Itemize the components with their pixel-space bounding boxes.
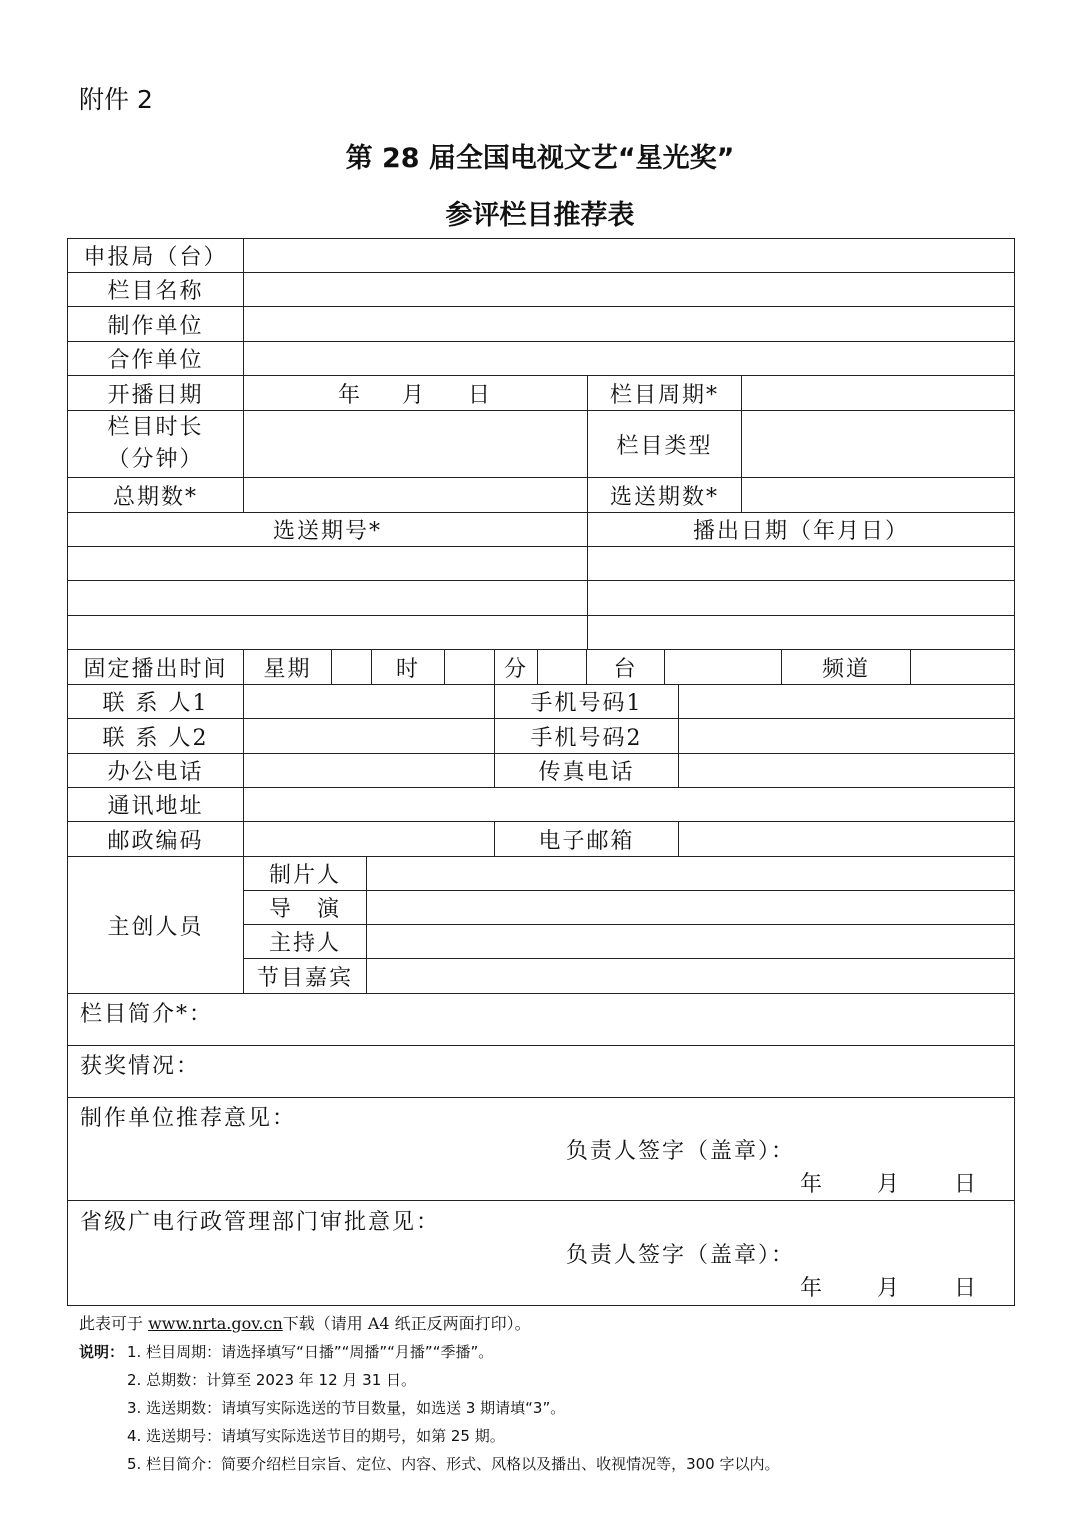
label-producer-unit: 制作单位 [107, 313, 204, 339]
label-intro: 栏目简介*： [80, 1001, 214, 1027]
label-minute: 分 [503, 656, 528, 682]
provincial-sign-day: 日 [954, 1275, 979, 1301]
label-provincial-opinion: 省级广电行政管理部门审批意见： [80, 1209, 441, 1235]
label-contact-2: 联 系 人2 [102, 725, 209, 751]
grid-line [537, 649, 538, 684]
grid-line [243, 238, 244, 512]
label-producer: 制片人 [268, 863, 341, 888]
label-guests: 节目嘉宾 [256, 965, 353, 991]
label-air-date: 播出日期（年月日） [692, 519, 909, 544]
grid-line [67, 580, 1015, 581]
download-note [79, 1311, 531, 1334]
label-unit-opinion: 制作单位推荐意见： [80, 1105, 297, 1131]
start-date-year: 年 [337, 382, 362, 408]
label-duration [68, 411, 243, 477]
label-program-type: 栏目类型 [616, 433, 713, 459]
grid-line [67, 1200, 1015, 1201]
label-submitted-count: 选送期数* [609, 484, 719, 510]
grid-line [444, 649, 445, 684]
label-host: 主持人 [268, 931, 341, 956]
label-weekday: 星期 [263, 656, 312, 682]
label-total-episodes: 总期数* [112, 484, 198, 510]
unit-sign-year: 年 [800, 1171, 825, 1197]
grid-line [366, 856, 367, 993]
unit-signature-label: 负责人签字（盖章）： [566, 1138, 796, 1164]
grid-line [67, 615, 1015, 616]
grid-line [678, 821, 679, 856]
form-subtitle: 参评栏目推荐表 [445, 200, 635, 231]
grid-line [67, 1045, 1015, 1046]
provincial-signature-label: 负责人签字（盖章）： [566, 1242, 796, 1268]
label-duration-line2: （分钟） [107, 447, 204, 472]
label-creators: 主创人员 [107, 914, 204, 940]
unit-sign-month: 月 [877, 1171, 902, 1197]
label-address: 通讯地址 [107, 794, 204, 819]
label-director: 导 演 [268, 897, 341, 922]
grid-line [67, 993, 1015, 994]
label-fax: 传真电话 [538, 760, 635, 785]
label-channel: 频道 [821, 656, 870, 682]
grid-line [67, 1305, 1015, 1306]
label-awards: 获奖情况： [80, 1053, 201, 1079]
label-mobile-2: 手机号码2 [530, 725, 643, 751]
grid-line [67, 546, 1015, 547]
label-start-date: 开播日期 [107, 382, 204, 408]
note-4: 4. 选送期号：请填写实际选送节目的期号，如第 25 期。 [127, 1427, 505, 1445]
label-partner-unit: 合作单位 [107, 348, 204, 373]
label-hour: 时 [395, 656, 420, 682]
form-title: 第 28 届全国电视文艺“星光奖” [345, 143, 735, 174]
download-prefix: 此表可于 [79, 1314, 144, 1333]
notes-label: 说明： [79, 1343, 125, 1361]
label-episode-numbers: 选送期号* [272, 519, 382, 544]
label-program-name: 栏目名称 [107, 279, 204, 304]
note-3: 3. 选送期数：请填写实际选送的节目数量，如选送 3 期请填“3”。 [127, 1399, 566, 1417]
grid-line [331, 649, 332, 684]
grid-line [1014, 238, 1015, 1305]
grid-line [678, 684, 679, 787]
note-1: 1. 栏目周期：请选择填写“日播”“周播”“月播”“季播”。 [127, 1343, 494, 1361]
download-link[interactable]: www.nrta.gov.cn [148, 1314, 283, 1333]
label-contact-1: 联 系 人1 [102, 691, 209, 716]
provincial-sign-month: 月 [877, 1275, 902, 1301]
label-email: 电子邮箱 [538, 828, 635, 854]
grid-line [741, 375, 742, 512]
label-duration-line1: 栏目时长 [107, 415, 204, 440]
download-suffix: 下载（请用 A4 纸正反两面打印）。 [282, 1314, 531, 1333]
label-bureau: 申报局（台） [83, 245, 228, 270]
attachment-label: 附件 2 [79, 85, 153, 114]
label-fixed-time: 固定播出时间 [83, 656, 228, 682]
note-2: 2. 总期数：计算至 2023 年 12 月 31 日。 [127, 1371, 417, 1389]
unit-sign-day: 日 [954, 1171, 979, 1197]
label-program-cycle: 栏目周期* [609, 382, 719, 408]
start-date-day: 日 [467, 382, 492, 408]
label-office-phone: 办公电话 [107, 760, 204, 785]
grid-line [910, 649, 911, 684]
provincial-sign-year: 年 [800, 1275, 825, 1301]
grid-line [67, 1097, 1015, 1098]
note-5: 5. 栏目简介：简要介绍栏目宗旨、定位、内容、形式、风格以及播出、收视情况等，300 字以内。 [127, 1455, 780, 1473]
label-mobile-1: 手机号码1 [530, 691, 643, 716]
start-date-month: 月 [401, 382, 426, 408]
grid-line [664, 649, 665, 684]
label-postcode: 邮政编码 [107, 828, 204, 854]
label-station: 台 [613, 656, 638, 682]
